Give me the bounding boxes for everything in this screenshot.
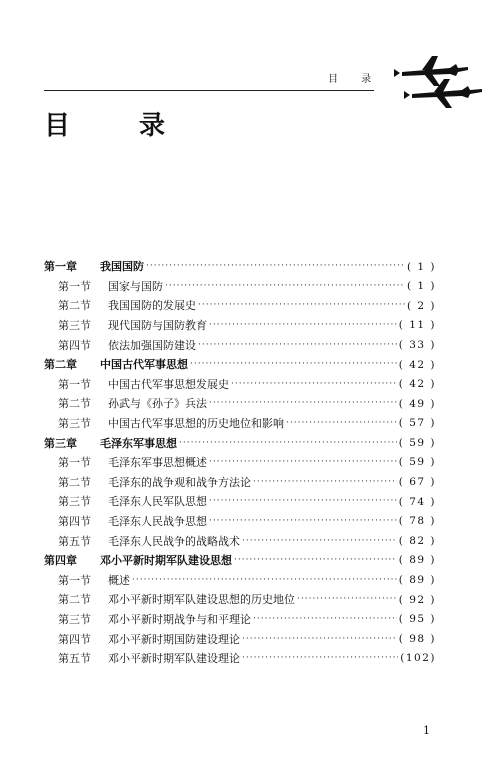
toc-entry-title: 概述 xyxy=(108,573,130,587)
toc-leader-dots xyxy=(242,654,398,663)
toc-leader-dots xyxy=(179,439,397,448)
toc-entry-title: 孙武与《孙子》兵法 xyxy=(108,397,207,411)
toc-entry-title: 邓小平新时期国防建设理论 xyxy=(108,632,240,646)
toc-section-row[interactable] xyxy=(44,512,436,532)
toc-leader-dots xyxy=(286,419,397,428)
toc-entry-number: 第五节 xyxy=(58,652,91,666)
fighter-planes-icon xyxy=(372,54,486,110)
toc-entry-page: ( 33 ) xyxy=(398,338,436,351)
toc-entry-title: 毛泽东军事思想 xyxy=(100,436,177,450)
toc-entry-title: 邓小平新时期战争与和平理论 xyxy=(108,612,251,626)
toc-entry-page: (102) xyxy=(400,652,436,665)
toc-section-row[interactable] xyxy=(44,629,436,649)
toc-entry-title: 中国古代军事思想发展史 xyxy=(108,377,229,391)
toc-section-row[interactable] xyxy=(44,394,436,414)
toc-chapter-row[interactable] xyxy=(44,433,436,453)
toc-section-row[interactable] xyxy=(44,453,436,473)
toc-leader-dots xyxy=(165,282,405,291)
toc-entry-title: 国家与国防 xyxy=(108,279,163,293)
toc-entry-page: ( 2 ) xyxy=(406,299,436,312)
toc-leader-dots xyxy=(209,497,397,506)
running-header: 目 录 xyxy=(328,74,382,85)
toc-leader-dots xyxy=(132,576,397,585)
header-rule xyxy=(44,90,374,91)
toc-section-row[interactable] xyxy=(44,414,436,434)
toc-leader-dots xyxy=(209,321,397,330)
toc-leader-dots xyxy=(209,399,397,408)
toc-entry-number: 第四章 xyxy=(44,554,77,568)
toc-entry-page: ( 82 ) xyxy=(398,534,436,547)
toc-entry-page: ( 42 ) xyxy=(398,378,436,391)
toc-entry-page: ( 57 ) xyxy=(398,417,436,430)
toc-entry-page: ( 95 ) xyxy=(398,613,436,626)
toc-entry-number: 第三章 xyxy=(44,436,77,450)
toc-entry-page: ( 89 ) xyxy=(398,574,436,587)
toc-entry-title: 中国古代军事思想的历史地位和影响 xyxy=(108,417,284,431)
toc-section-row[interactable] xyxy=(44,473,436,493)
toc-leader-dots xyxy=(253,478,397,487)
toc-chapter-row[interactable] xyxy=(44,355,436,375)
toc-entry-page: ( 59 ) xyxy=(398,456,436,469)
toc-leader-dots xyxy=(297,595,397,604)
toc-leader-dots xyxy=(209,458,397,467)
toc-entry-number: 第二节 xyxy=(58,299,91,313)
toc-entry-title: 毛泽东人民战争的战略战术 xyxy=(108,534,240,548)
toc-section-row[interactable] xyxy=(44,590,436,610)
toc-chapter-row[interactable] xyxy=(44,257,436,277)
toc-entry-number: 第一节 xyxy=(58,456,91,470)
toc-chapter-row[interactable] xyxy=(44,551,436,571)
toc-entry-page: ( 59 ) xyxy=(398,436,436,449)
toc-leader-dots xyxy=(253,615,397,624)
toc-entry-page: ( 1 ) xyxy=(406,280,436,293)
toc-entry-title: 毛泽东人民战争思想 xyxy=(108,515,207,529)
page-title: 目 录 xyxy=(44,111,196,141)
toc-entry-page: ( 42 ) xyxy=(398,358,436,371)
toc-entry-number: 第一节 xyxy=(58,279,91,293)
toc-entry-title: 毛泽东人民军队思想 xyxy=(108,495,207,509)
toc-entry-number: 第三节 xyxy=(58,417,91,431)
toc-leader-dots xyxy=(242,537,397,546)
toc-section-row[interactable] xyxy=(44,649,436,669)
toc-entry-page: ( 78 ) xyxy=(398,515,436,528)
toc-entry-page: ( 98 ) xyxy=(398,632,436,645)
toc-entry-page: ( 49 ) xyxy=(398,397,436,410)
toc-leader-dots xyxy=(198,301,405,310)
toc-entry-page: ( 67 ) xyxy=(398,476,436,489)
toc-section-row[interactable] xyxy=(44,316,436,336)
toc-section-row[interactable] xyxy=(44,335,436,355)
toc-entry-title: 中国古代军事思想 xyxy=(100,358,188,372)
toc-entry-number: 第三节 xyxy=(58,612,91,626)
toc-entry-title: 毛泽东的战争观和战争方法论 xyxy=(108,475,251,489)
toc-entry-title: 我国国防的发展史 xyxy=(108,299,196,313)
toc-entry-number: 第五节 xyxy=(58,534,91,548)
toc-entry-page: ( 92 ) xyxy=(398,593,436,606)
toc-entry-number: 第四节 xyxy=(58,632,91,646)
toc-section-row[interactable] xyxy=(44,375,436,395)
toc-entry-number: 第一节 xyxy=(58,573,91,587)
toc-entry-title: 毛泽东军事思想概述 xyxy=(108,456,207,470)
toc-entry-number: 第三节 xyxy=(58,495,91,509)
toc-entry-page: ( 74 ) xyxy=(398,495,436,508)
toc-entry-number: 第一章 xyxy=(44,260,77,274)
toc-leader-dots xyxy=(242,635,397,644)
toc-leader-dots xyxy=(190,360,397,369)
toc-entry-title: 依法加强国防建设 xyxy=(108,338,196,352)
toc-entry-page: ( 89 ) xyxy=(398,554,436,567)
toc-section-row[interactable] xyxy=(44,571,436,591)
page-number: 1 xyxy=(423,724,430,737)
toc-entry-title: 邓小平新时期军队建设理论 xyxy=(108,652,240,666)
toc-entry-number: 第二章 xyxy=(44,358,77,372)
toc-entry-title: 现代国防与国防教育 xyxy=(108,319,207,333)
toc-section-row[interactable] xyxy=(44,531,436,551)
toc-entry-page: ( 11 ) xyxy=(398,319,436,332)
toc-leader-dots xyxy=(234,556,397,565)
toc-entry-number: 第二节 xyxy=(58,475,91,489)
toc-section-row[interactable] xyxy=(44,296,436,316)
toc-entry-title: 邓小平新时期军队建设思想 xyxy=(100,554,232,568)
toc-entry-number: 第四节 xyxy=(58,338,91,352)
toc-leader-dots xyxy=(146,262,405,271)
toc-section-row[interactable] xyxy=(44,277,436,297)
toc-entry-title: 邓小平新时期军队建设思想的历史地位 xyxy=(108,593,295,607)
toc-leader-dots xyxy=(231,380,397,389)
toc-entry-number: 第三节 xyxy=(58,319,91,333)
toc-entry-number: 第二节 xyxy=(58,397,91,411)
toc-entry-title: 我国国防 xyxy=(100,260,144,274)
toc-section-row[interactable] xyxy=(44,492,436,512)
toc-section-row[interactable] xyxy=(44,610,436,630)
table-of-contents xyxy=(44,257,436,668)
toc-leader-dots xyxy=(198,341,397,350)
toc-entry-number: 第一节 xyxy=(58,377,91,391)
toc-entry-page: ( 1 ) xyxy=(406,260,436,273)
toc-leader-dots xyxy=(209,517,397,526)
toc-entry-number: 第四节 xyxy=(58,515,91,529)
toc-entry-number: 第二节 xyxy=(58,593,91,607)
